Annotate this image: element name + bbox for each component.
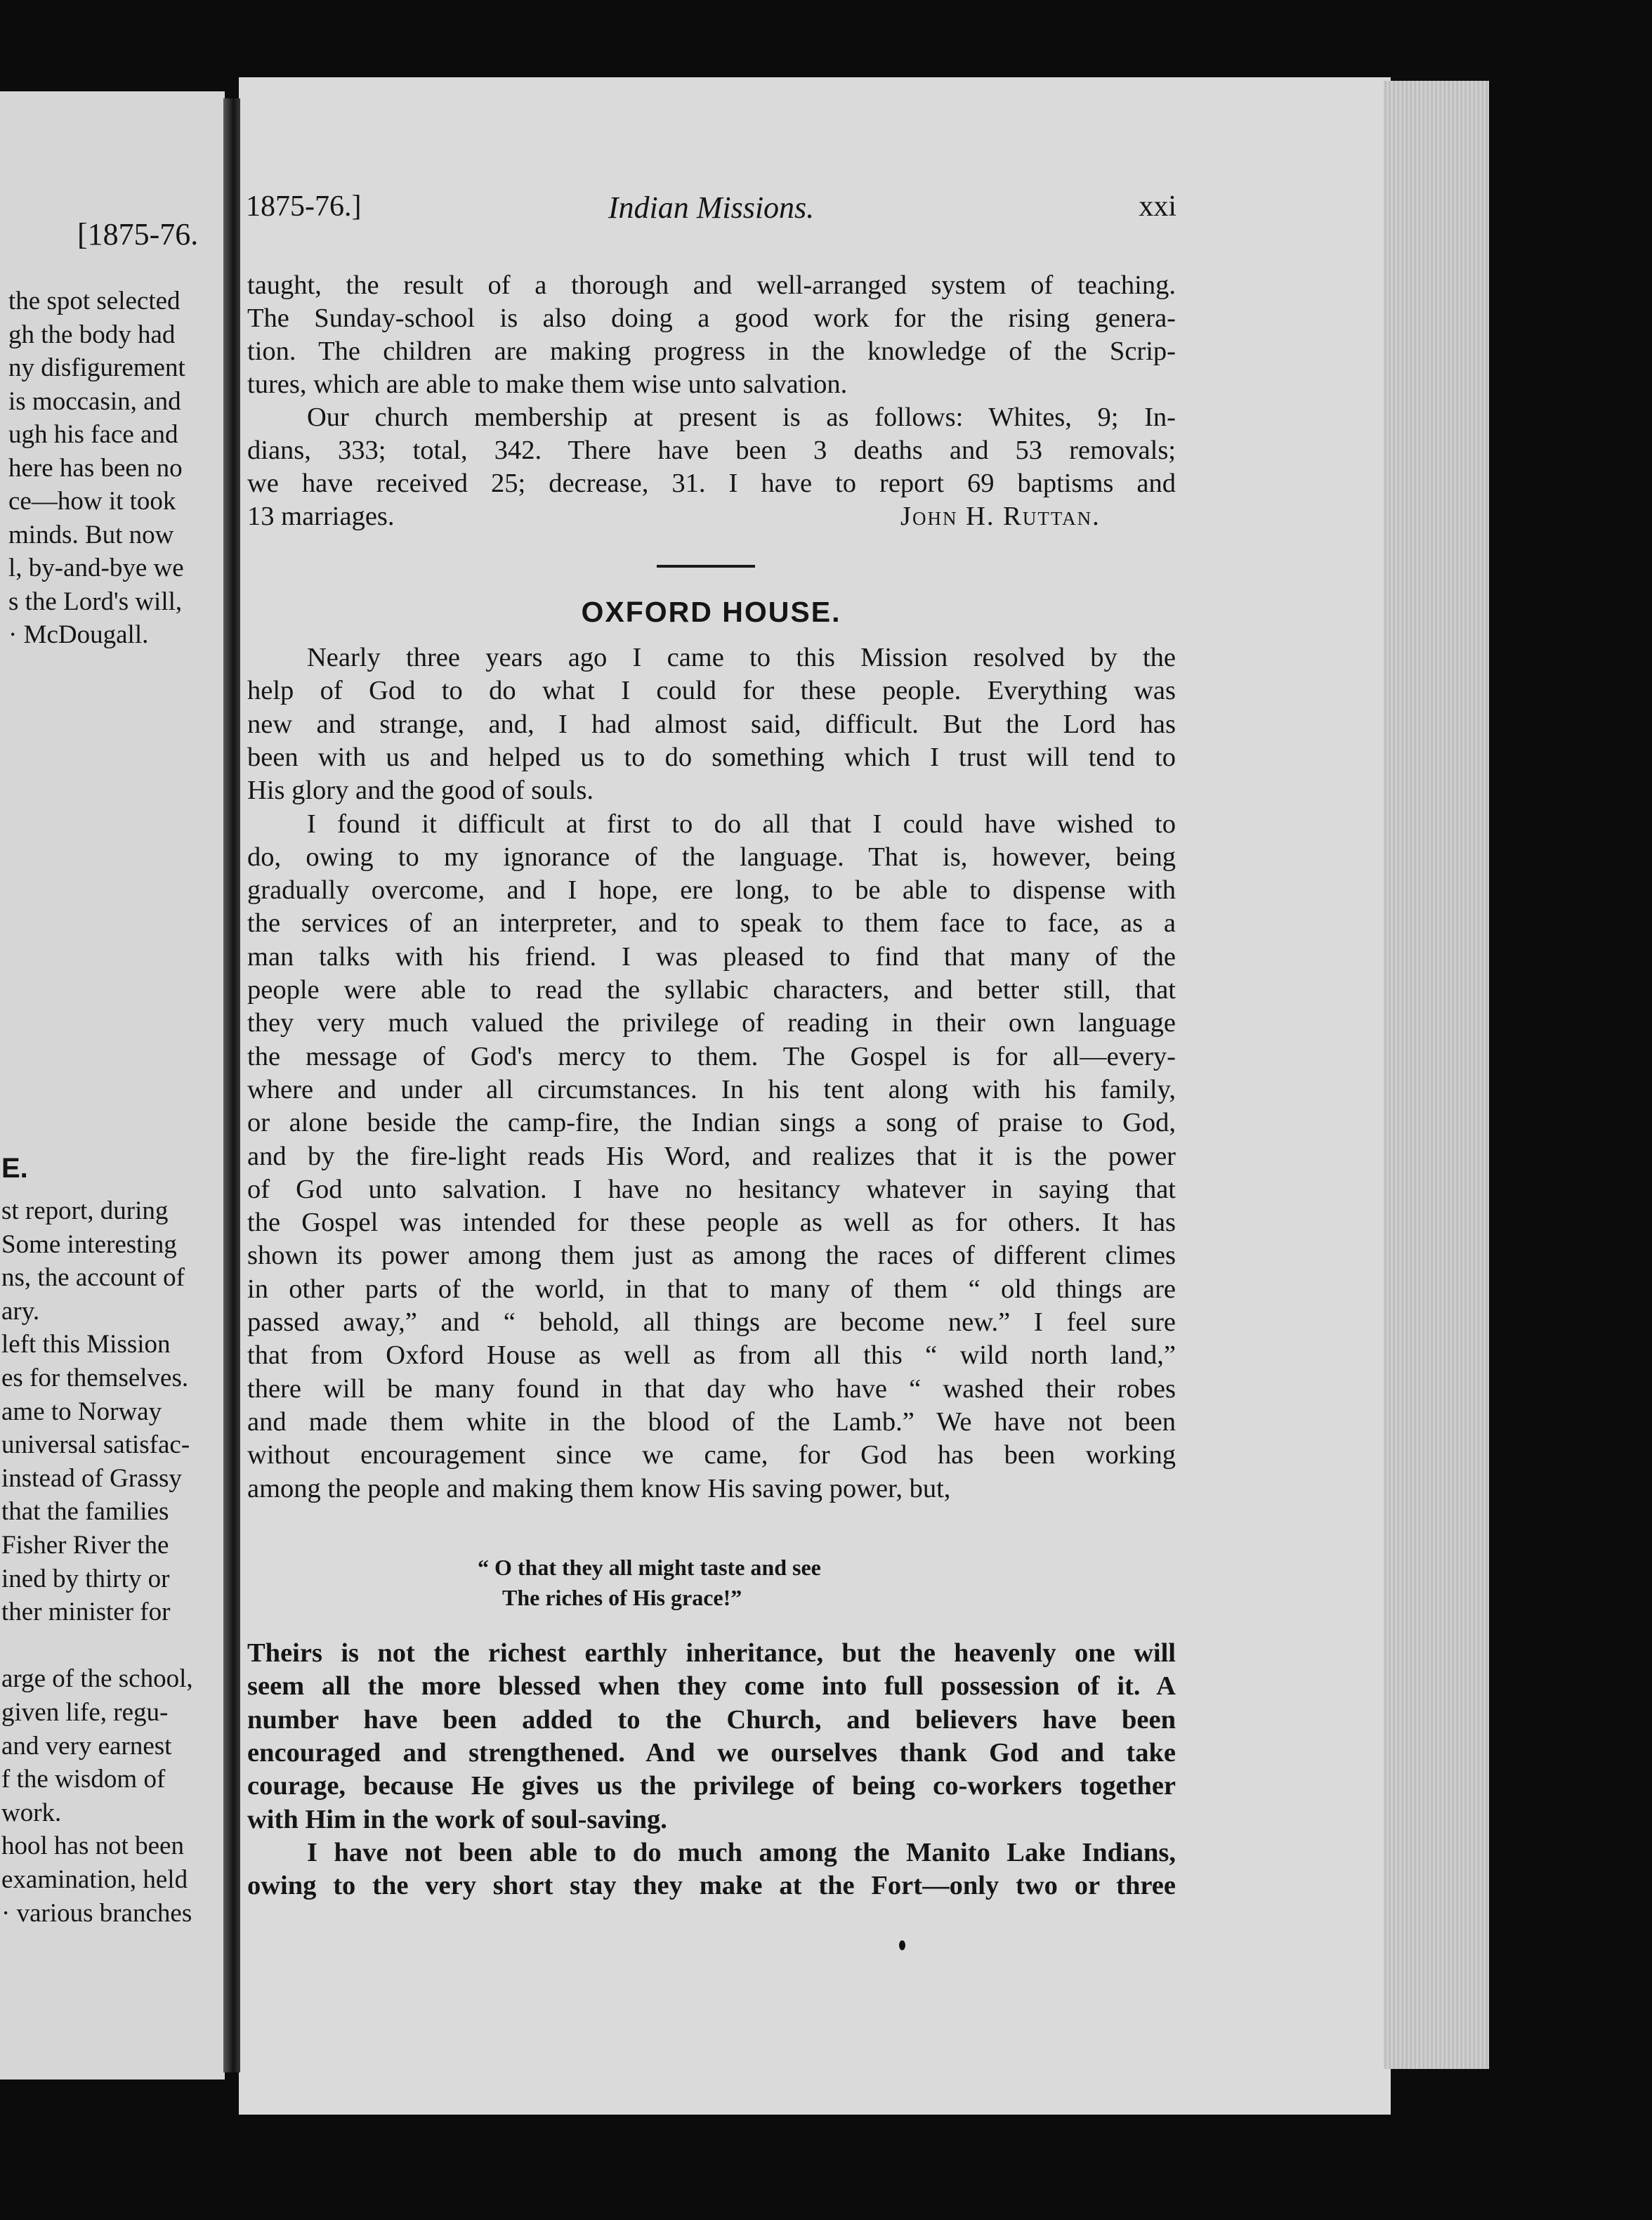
- text-line: Nearly three years ago I came to this Mission resolved by the: [307, 643, 1176, 672]
- printer-mark: [899, 1940, 905, 1950]
- text-line: and by the fire-light reads His Word, and realizes that it is the power: [247, 1141, 1176, 1171]
- fragment-line: f the wisdom of: [1, 1765, 166, 1794]
- page-edge: [1384, 81, 1489, 2069]
- text-line: I have not been able to do much among the Manito Lake Indians,: [307, 1837, 1176, 1867]
- fragment-line: ther minister for: [1, 1598, 171, 1627]
- text-line: tion. The children are making progress in the knowledge of the Scrip-: [247, 337, 1176, 366]
- text-line: or alone beside the camp-fire, the Indian sings a song of praise to God,: [247, 1108, 1176, 1138]
- fragment-line: work.: [1, 1798, 62, 1827]
- text-line: taught, the result of a thorough and well-arranged system of teaching.: [247, 270, 1176, 300]
- running-head: [246, 190, 1176, 239]
- text-line: 13 marriages.: [247, 502, 395, 531]
- text-line: the message of God's mercy to them. The Gospel is for all—every-: [247, 1041, 1176, 1071]
- signature: John H. Ruttan.: [900, 502, 1101, 531]
- fragment-line: ny disfigurement: [8, 353, 185, 382]
- text-line: tures, which are able to make them wise unto salvation.: [247, 370, 848, 399]
- fragment-line: here has been no: [8, 453, 183, 483]
- fragment-line: Some interesting: [1, 1229, 177, 1259]
- fragment-line: minds. But now: [8, 520, 174, 549]
- text-line: in other parts of the world, in that to many of them “ old things are: [247, 1274, 1176, 1304]
- fragment-line: ined by thirty or: [1, 1564, 170, 1593]
- fragment-line: universal satisfac-: [1, 1430, 190, 1460]
- fragment-line: st report, during: [1, 1196, 169, 1225]
- text-line: of God unto salvation. I have no hesitancy whatever in saying that: [247, 1174, 1176, 1204]
- text-line: new and strange, and, I had almost said, difficult. But the Lord has: [247, 709, 1176, 739]
- text-line: His glory and the good of souls.: [247, 776, 594, 806]
- fragment-line: and very earnest: [1, 1731, 172, 1761]
- book-gutter: [223, 98, 240, 2072]
- fragment-line: l, by-and-bye we: [8, 554, 184, 582]
- fragment-line: that the families: [1, 1497, 169, 1527]
- fragment-line: hool has not been: [1, 1832, 184, 1861]
- fragment-line: · McDougall.: [8, 620, 149, 649]
- text-line: Our church membership at present is as follows: Whites, 9; In-: [307, 403, 1176, 432]
- text-line: and made them white in the blood of the Lamb.” We have not been: [247, 1406, 1176, 1437]
- running-head-year: 1875-76.]: [246, 190, 362, 223]
- fragment-line: · various branches: [1, 1898, 192, 1928]
- fragment-line: s the Lord's will,: [8, 587, 183, 616]
- text-line: help of God to do what I could for these people. Everything was: [247, 676, 1176, 706]
- text-line: do, owing to my ignorance of the language. That is, however, being: [247, 842, 1176, 872]
- running-head-title: Indian Missions.: [608, 190, 815, 225]
- verse-line: The riches of His grace!”: [502, 1585, 742, 1610]
- fragment-line: ary.: [1, 1296, 40, 1326]
- text-line: people were able to read the syllabic characters, and better still, that: [247, 975, 1176, 1005]
- text-line: the Gospel was intended for these people as well as for others. It has: [247, 1208, 1176, 1238]
- fragment-line: arge of the school,: [1, 1664, 193, 1694]
- text-line: we have received 25; decrease, 31. I have to report 69 baptisms and: [247, 469, 1176, 498]
- left-section-fragment: E.: [1, 1153, 28, 1184]
- fragment-line: instead of Grassy: [1, 1463, 182, 1493]
- fragment-line: ce—how it took: [8, 487, 176, 516]
- fragment-line: Fisher River the: [1, 1531, 169, 1560]
- text-line: dians, 333; total, 342. There have been 3 deaths and 53 removals;: [247, 436, 1176, 465]
- text-line: among the people and making them know His saving power, but,: [247, 1473, 951, 1503]
- fragment-line: left this Mission: [1, 1330, 171, 1359]
- text-line: been with us and helped us to do something which I trust will tend to: [247, 742, 1176, 772]
- text-line: courage, because He gives us the privilege of being co-workers together: [247, 1771, 1176, 1801]
- text-line: encouraged and strengthened. And we ourselves thank God and take: [247, 1737, 1176, 1768]
- text-line: without encouragement since we came, for God has been working: [247, 1440, 1176, 1470]
- text-line: where and under all circumstances. In his tent along with his family,: [247, 1074, 1176, 1104]
- text-line: man talks with his friend. I was pleased to find that many of the: [247, 941, 1176, 972]
- fragment-line: es for themselves.: [1, 1364, 189, 1392]
- fragment-line: given life, regu-: [1, 1698, 169, 1727]
- page-number: xxi: [1139, 190, 1176, 223]
- fragment-line: the spot selected: [8, 287, 181, 315]
- fragment-line: gh the body had: [8, 320, 176, 349]
- text-line: gradually overcome, and I hope, ere long, to be able to dispense with: [247, 875, 1176, 906]
- text-line: passed away,” and “ behold, all things are become new.” I feel sure: [247, 1307, 1176, 1337]
- left-running-head: [1875-76.: [77, 217, 199, 252]
- section-rule: [657, 565, 755, 568]
- fragment-line: examination, held: [1, 1865, 188, 1894]
- text-line: there will be many found in that day who have “ washed their robes: [247, 1373, 1176, 1404]
- verse-line: “ O that they all might taste and see: [478, 1555, 821, 1580]
- text-line: the services of an interpreter, and to speak to them face to face, as a: [247, 908, 1176, 939]
- fragment-line: ns, the account of: [1, 1263, 185, 1293]
- text-line: number have been added to the Church, and believers have been: [247, 1704, 1176, 1735]
- left-page: [0, 91, 225, 2079]
- text-line: owing to the very short stay they make at the Fort—only two or three: [247, 1871, 1176, 1901]
- fragment-line: ame to Norway: [1, 1397, 162, 1426]
- text-line: they very much valued the privilege of reading in their own language: [247, 1008, 1176, 1038]
- text-line: Theirs is not the richest earthly inheritance, but the heavenly one will: [247, 1638, 1176, 1668]
- fragment-line: is moccasin, and: [8, 386, 181, 416]
- text-line: that from Oxford House as well as from all this “ wild north land,”: [247, 1340, 1176, 1371]
- text-line: I found it difficult at first to do all that I could have wished to: [307, 809, 1176, 839]
- text-line: The Sunday-school is also doing a good work for the rising genera-: [247, 303, 1176, 333]
- text-line: seem all the more blessed when they come into full possession of it. A: [247, 1671, 1176, 1702]
- text-line: shown its power among them just as among the races of different climes: [247, 1241, 1176, 1271]
- section-heading: OXFORD HOUSE.: [581, 596, 841, 628]
- fragment-line: ugh his face and: [8, 420, 178, 449]
- text-line: with Him in the work of soul-saving.: [247, 1804, 667, 1834]
